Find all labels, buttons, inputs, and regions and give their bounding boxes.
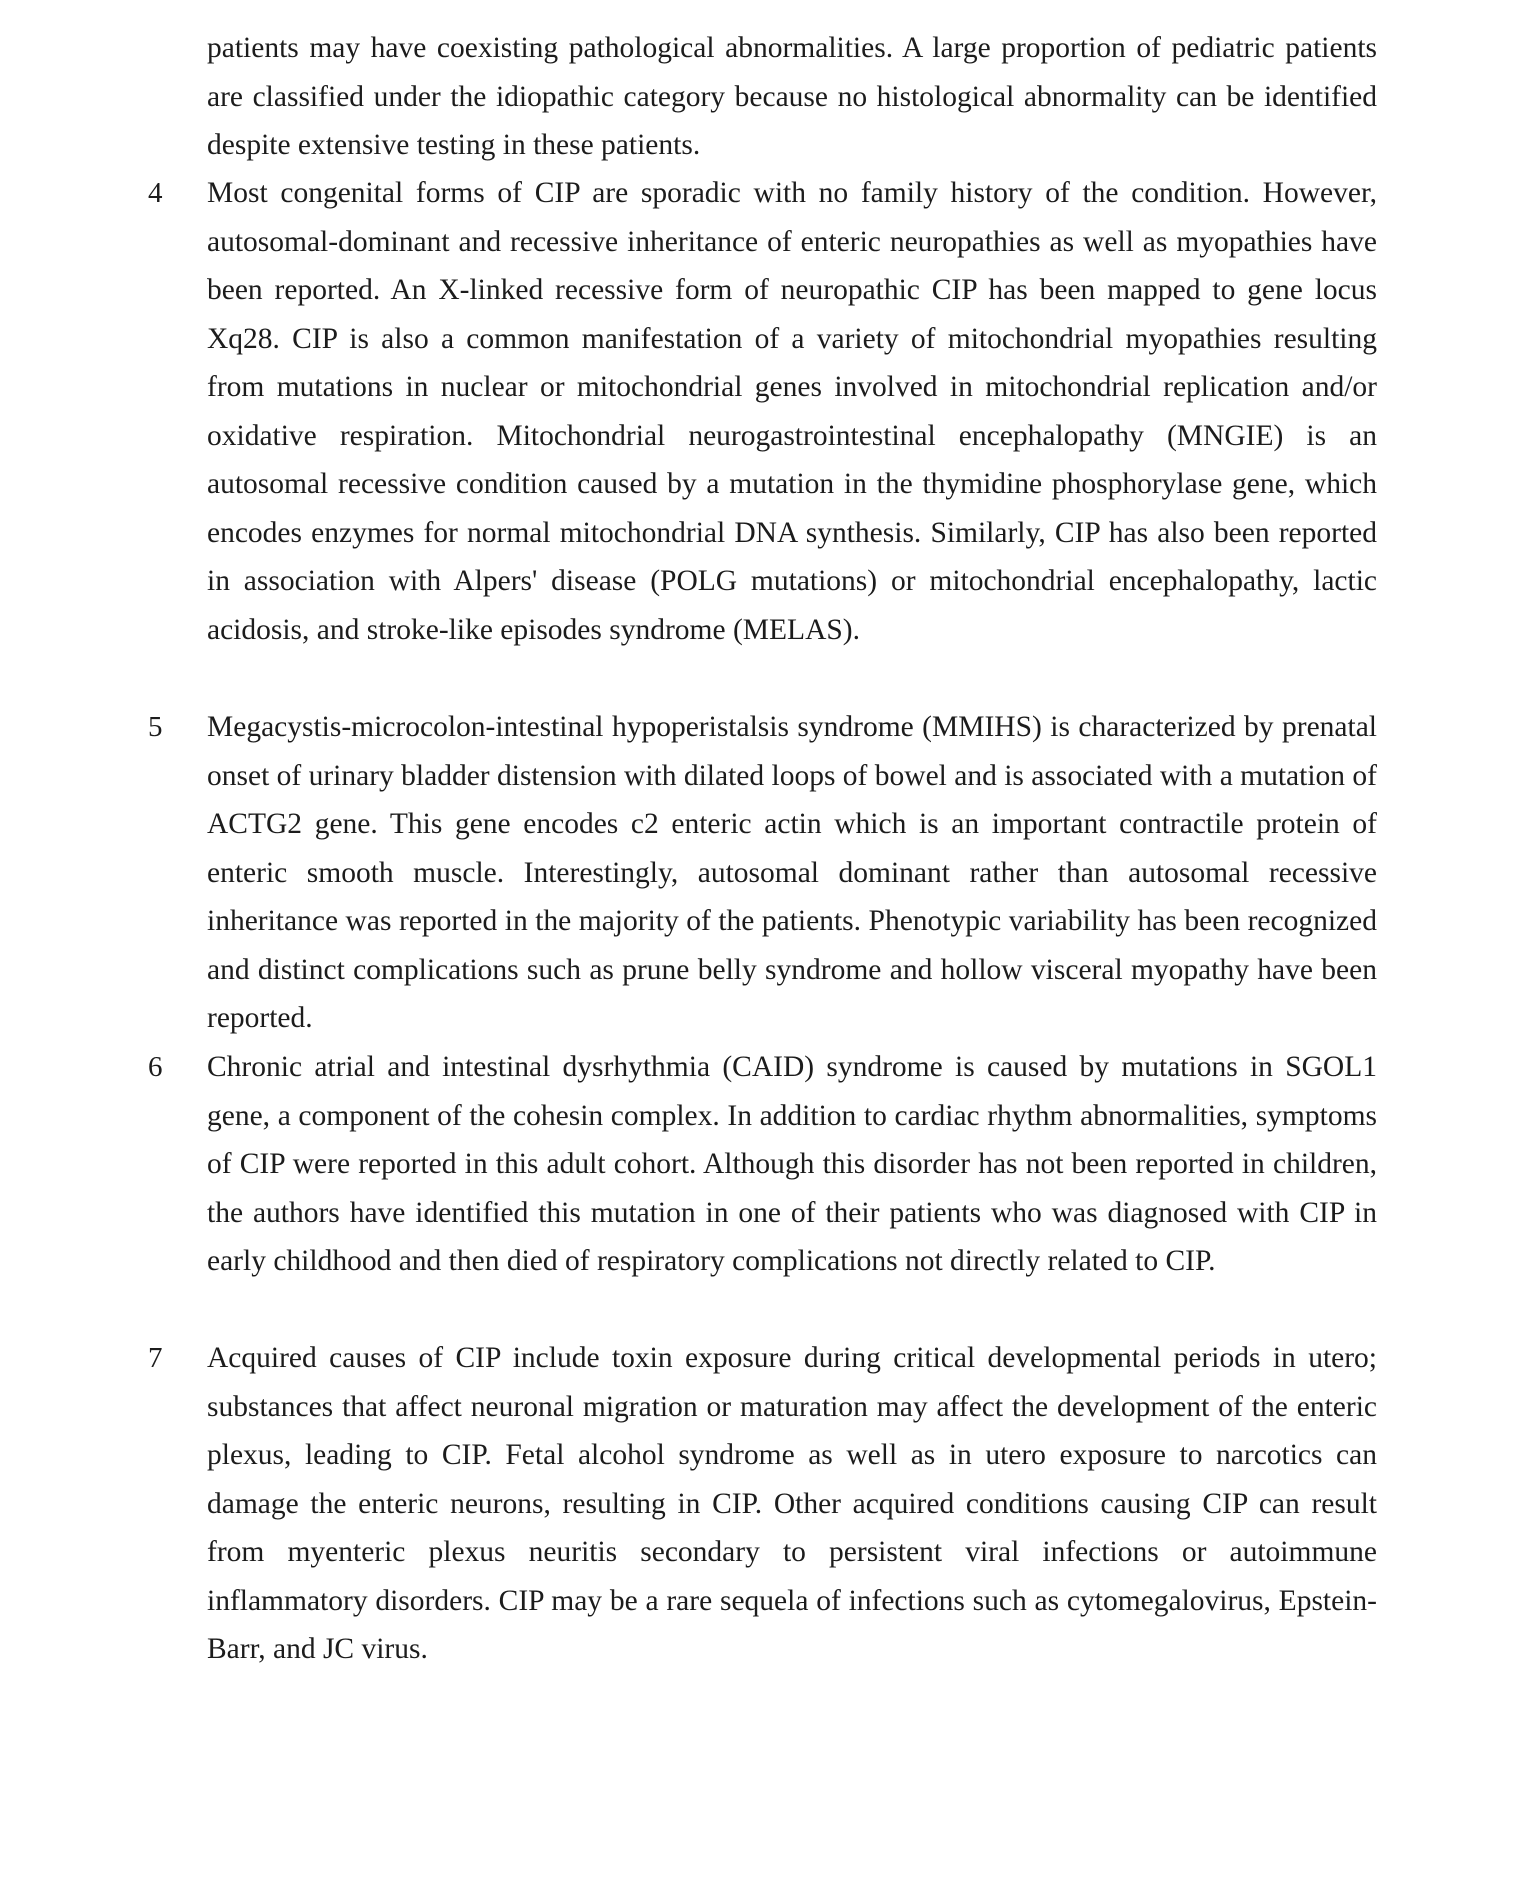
paragraph-text: Chronic atrial and intestinal dysrhythmia (CAID) syndrome is caused by mutations in SGOL1 gene, a component of the cohesin complex. In addition to cardiac rhythm abnormalities, symptoms of CIP were reported in this adult cohort. Although this disorder has not been reported in children, the authors have identified this mutation in one of their patients who was diagnosed with CIP in early childhood and then died of respiratory complications not directly related to CIP. — [207, 1051, 1377, 1277]
note-number: 7 — [148, 1342, 163, 1374]
paragraph-text: Most congenital forms of CIP are sporadic with no family history of the condition. However, autosomal-dominant and recessive inheritance of enteric neuropathies as well as myopathies have been reported. An X-linked recessive form of neuropathic CIP has been mapped to gene locus Xq28. CIP is also a common manifestation of a variety of mitochondrial myopathies resulting from mutations in nuclear or mitochondrial genes involved in mitochondrial replication and/or oxidative respiration. Mitochondrial neurogastrointestinal encephalopathy (MNGIE) is an autosomal recessive condition caused by a mutation in the thymidine phosphorylase gene, which encodes enzymes for normal mitochondrial DNA synthesis. Similarly, CIP has also been reported in association with Alpers' disease (POLG mutations) or mitochondrial encephalopathy, lactic acidosis, and stroke-like episodes syndrome (MELAS). — [207, 177, 1377, 646]
note-number: 4 — [148, 177, 163, 209]
paragraph-text: patients may have coexisting pathological abnormalities. A large proportion of pediatric patients are classified under the idiopathic category because no histological abnormality can be identified despite extensive testing in these patients. — [207, 32, 1377, 161]
note-number: 5 — [148, 711, 163, 743]
paragraph-text: Acquired causes of CIP include toxin exposure during critical developmental periods in utero; substances that affect neuronal migration or maturation may affect the development of the enteric plexus, leading to CIP. Fetal alcohol syndrome as well as in utero exposure to narcotics can damage the enteric neurons, resulting in CIP. Other acquired conditions causing CIP can result from myenteric plexus neuritis secondary to persistent viral infections or autoimmune inflammatory disorders. CIP may be a rare sequela of infections such as cytomegalovirus, Epstein-Barr, and JC virus. — [207, 1342, 1377, 1665]
paragraph-text: Megacystis-microcolon-intestinal hypoperistalsis syndrome (MMIHS) is characterized by prenatal onset of urinary bladder distension with dilated loops of bowel and is associated with a mutation of ACTG2 gene. This gene encodes c2 enteric actin which is an important contractile protein of enteric smooth muscle. Interestingly, autosomal dominant rather than autosomal recessive inheritance was reported in the majority of the patients. Phenotypic variability has been recognized and distinct complications such as prune belly syndrome and hollow visceral myopathy have been reported. — [207, 711, 1377, 1034]
note-number: 6 — [148, 1051, 163, 1083]
